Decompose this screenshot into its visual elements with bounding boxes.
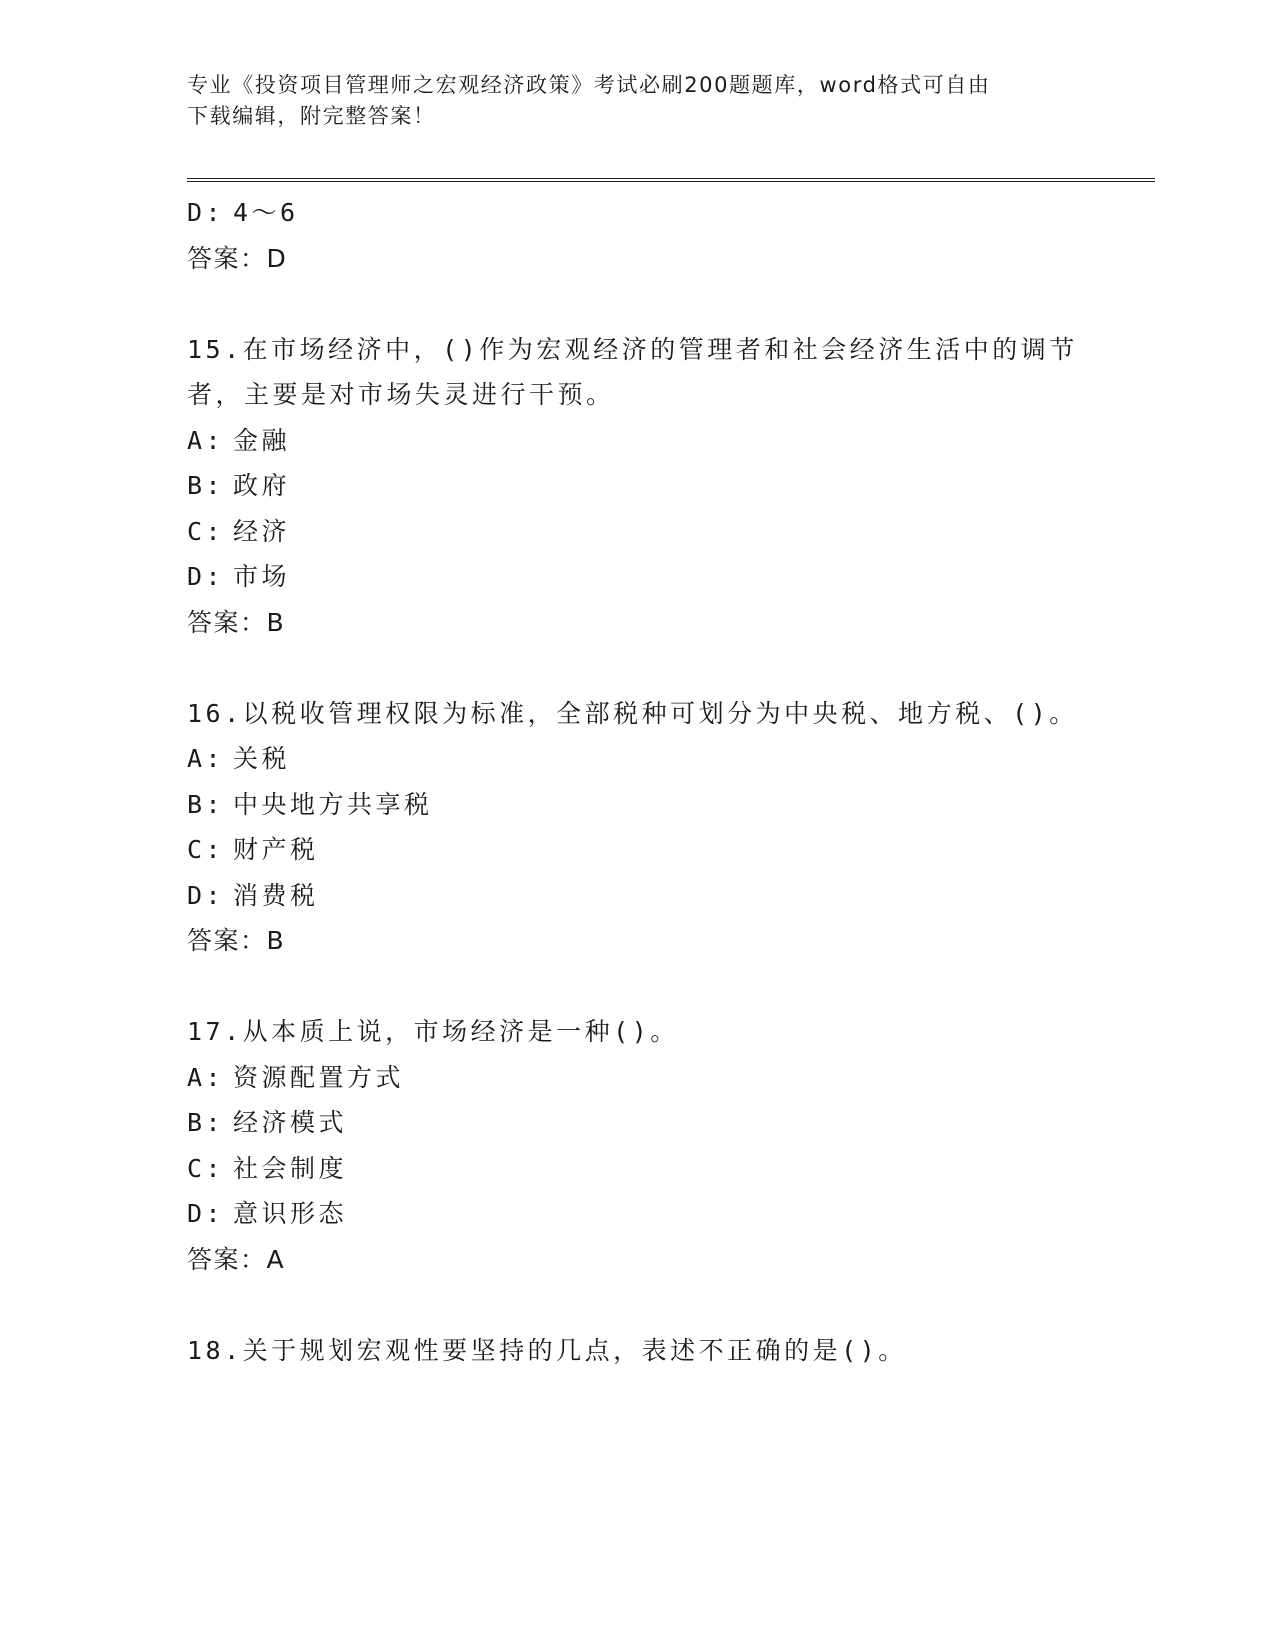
- option-a: [187, 736, 1087, 782]
- option-d: [187, 873, 1087, 919]
- document-header: [187, 70, 1087, 132]
- question-text-cont: 者，主要是对市场失灵进行干预。: [187, 380, 615, 409]
- option-c: [187, 1146, 1087, 1192]
- option-d: [187, 190, 1087, 236]
- option-label: B:: [187, 1108, 225, 1137]
- option-label: D:: [187, 880, 225, 910]
- option-d: [187, 1191, 1087, 1237]
- option-label: B:: [187, 471, 225, 500]
- question-16: [187, 691, 1087, 964]
- option-text: 中央地方共享税: [233, 789, 433, 819]
- option-b: [187, 1100, 1087, 1146]
- option-b: [187, 463, 1087, 509]
- header-divider: [187, 178, 1155, 182]
- question-text: 18.关于规划宏观性要坚持的几点，表述不正确的是()。: [187, 1335, 907, 1365]
- answer: 答案：D: [187, 243, 288, 273]
- option-text: 政府: [233, 471, 291, 500]
- option-text: 社会制度: [233, 1153, 348, 1183]
- option-text: 金融: [233, 425, 291, 455]
- option-text: 意识形态: [233, 1199, 348, 1228]
- option-text: 经济: [233, 516, 291, 546]
- option-label: A:: [187, 1062, 225, 1092]
- option-text: 关税: [233, 744, 291, 773]
- option-c: [187, 827, 1087, 873]
- option-text: 经济模式: [233, 1108, 348, 1137]
- answer: 答案：B: [187, 926, 286, 955]
- option-label: D:: [187, 198, 225, 227]
- option-d: [187, 554, 1087, 600]
- question-18: [187, 1328, 1087, 1374]
- option-text: 财产税: [233, 835, 319, 864]
- option-c: [187, 509, 1087, 555]
- header-line-2: 下载编辑，附完整答案！: [187, 104, 436, 128]
- option-label: A:: [187, 744, 225, 773]
- question-content: [187, 190, 1087, 1373]
- option-label: D:: [187, 562, 225, 591]
- option-label: B:: [187, 789, 225, 819]
- option-label: A:: [187, 425, 225, 455]
- option-text: 市场: [233, 562, 291, 591]
- question-17: [187, 1009, 1087, 1282]
- option-text: 资源配置方式: [233, 1062, 405, 1092]
- question-text: 15.在市场经济中，()作为宏观经济的管理者和社会经济生活中的调节: [187, 334, 1078, 364]
- option-a: [187, 418, 1087, 464]
- question-text: 16.以税收管理权限为标准，全部税种可划分为中央税、地方税、()。: [187, 698, 1078, 728]
- header-line-1: 专业《投资项目管理师之宏观经济政策》考试必刷200题题库，word格式可自由: [187, 73, 991, 97]
- option-label: C:: [187, 835, 225, 864]
- answer: 答案：B: [187, 607, 286, 637]
- answer: 答案：A: [187, 1244, 286, 1274]
- option-a: [187, 1055, 1087, 1101]
- option-b: [187, 782, 1087, 828]
- option-text: 消费税: [233, 880, 319, 910]
- option-label: C:: [187, 1153, 225, 1183]
- option-label: D:: [187, 1199, 225, 1228]
- option-text: 4～6: [233, 198, 299, 227]
- option-label: C:: [187, 516, 225, 546]
- question-15: [187, 327, 1087, 646]
- question-text: 17.从本质上说，市场经济是一种()。: [187, 1017, 679, 1046]
